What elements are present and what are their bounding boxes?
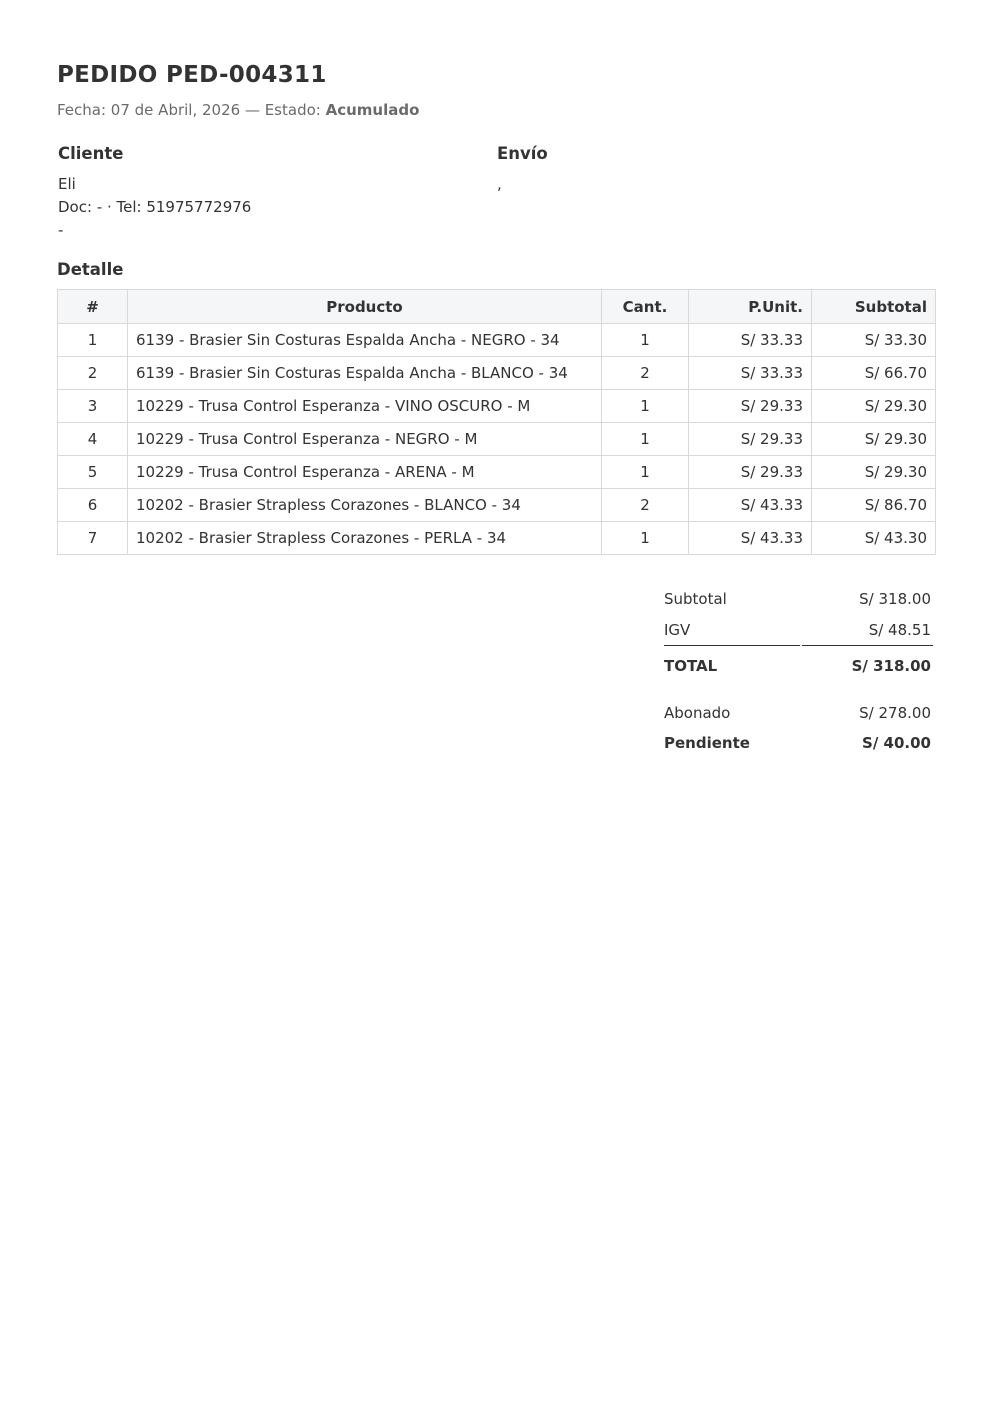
row-unit-price: S/ 33.33 xyxy=(689,324,812,357)
total-value: S/ 318.00 xyxy=(851,657,931,675)
row-qty: 1 xyxy=(602,423,689,456)
shipping-block xyxy=(497,144,548,196)
pending-value: S/ 40.00 xyxy=(862,734,931,752)
table-row xyxy=(58,489,936,522)
total-label: TOTAL xyxy=(664,657,718,675)
row-qty: 2 xyxy=(602,489,689,522)
row-num: 6 xyxy=(58,489,128,522)
row-unit-price: S/ 33.33 xyxy=(689,357,812,390)
row-qty: 2 xyxy=(602,357,689,390)
totals-pending-row xyxy=(664,726,933,760)
table-row xyxy=(58,390,936,423)
igv-label: IGV xyxy=(664,614,800,646)
client-doc-phone: Doc: - · Tel: 51975772976 xyxy=(58,198,252,216)
table-row xyxy=(58,324,936,357)
row-subtotal: S/ 29.30 xyxy=(812,456,936,489)
paid-value: S/ 278.00 xyxy=(859,704,931,722)
items-header-row xyxy=(58,290,936,324)
table-row xyxy=(58,456,936,489)
row-unit-price: S/ 43.33 xyxy=(689,522,812,555)
igv-value: S/ 48.51 xyxy=(802,614,933,646)
row-num: 4 xyxy=(58,423,128,456)
row-qty: 1 xyxy=(602,456,689,489)
pending-label: Pendiente xyxy=(664,734,750,752)
col-header-product: Producto xyxy=(128,290,602,324)
row-num: 2 xyxy=(58,357,128,390)
totals-igv-row xyxy=(664,614,933,646)
subtotal-label: Subtotal xyxy=(664,589,727,608)
detail-heading: Detalle xyxy=(57,260,124,279)
table-row xyxy=(58,522,936,555)
client-block xyxy=(58,144,251,242)
col-header-subtotal: Subtotal xyxy=(812,290,936,324)
row-product: 10229 - Trusa Control Esperanza - VINO OSCURO - M xyxy=(128,390,602,423)
row-subtotal: S/ 86.70 xyxy=(812,489,936,522)
row-num: 5 xyxy=(58,456,128,489)
row-product: 6139 - Brasier Sin Costuras Espalda Ancha - BLANCO - 34 xyxy=(128,357,602,390)
client-extra: - xyxy=(58,221,64,239)
row-qty: 1 xyxy=(602,324,689,357)
row-unit-price: S/ 43.33 xyxy=(689,489,812,522)
row-num: 7 xyxy=(58,522,128,555)
order-meta xyxy=(57,101,419,119)
client-name: Eli xyxy=(58,175,76,193)
col-header-qty: Cant. xyxy=(602,290,689,324)
row-unit-price: S/ 29.33 xyxy=(689,456,812,489)
row-product: 10202 - Brasier Strapless Corazones - PERLA - 34 xyxy=(128,522,602,555)
col-header-unit-price: P.Unit. xyxy=(689,290,812,324)
table-row xyxy=(58,423,936,456)
row-subtotal: S/ 29.30 xyxy=(812,390,936,423)
row-subtotal: S/ 66.70 xyxy=(812,357,936,390)
row-qty: 1 xyxy=(602,522,689,555)
totals-table xyxy=(662,583,935,760)
row-unit-price: S/ 29.33 xyxy=(689,423,812,456)
paid-label: Abonado xyxy=(664,704,731,722)
row-product: 10202 - Brasier Strapless Corazones - BLANCO - 34 xyxy=(128,489,602,522)
totals-total-row xyxy=(664,646,933,686)
row-num: 1 xyxy=(58,324,128,357)
client-heading: Cliente xyxy=(58,144,124,163)
totals-subtotal-row xyxy=(664,583,933,614)
row-subtotal: S/ 43.30 xyxy=(812,522,936,555)
items-table xyxy=(57,289,936,555)
order-status: Acumulado xyxy=(325,101,420,119)
row-num: 3 xyxy=(58,390,128,423)
page-title: PEDIDO PED-004311 xyxy=(57,62,327,88)
row-unit-price: S/ 29.33 xyxy=(689,390,812,423)
row-subtotal: S/ 33.30 xyxy=(812,324,936,357)
order-date: Fecha: 07 de Abril, 2026 — Estado: xyxy=(57,101,326,119)
row-product: 10229 - Trusa Control Esperanza - NEGRO - M xyxy=(128,423,602,456)
col-header-num: # xyxy=(58,290,128,324)
row-product: 10229 - Trusa Control Esperanza - ARENA - M xyxy=(128,456,602,489)
row-product: 6139 - Brasier Sin Costuras Espalda Ancha - NEGRO - 34 xyxy=(128,324,602,357)
row-qty: 1 xyxy=(602,390,689,423)
shipping-address: , xyxy=(497,175,502,193)
table-row xyxy=(58,357,936,390)
totals-paid-row xyxy=(664,686,933,726)
row-subtotal: S/ 29.30 xyxy=(812,423,936,456)
subtotal-value: S/ 318.00 xyxy=(859,589,931,608)
shipping-heading: Envío xyxy=(497,144,548,163)
